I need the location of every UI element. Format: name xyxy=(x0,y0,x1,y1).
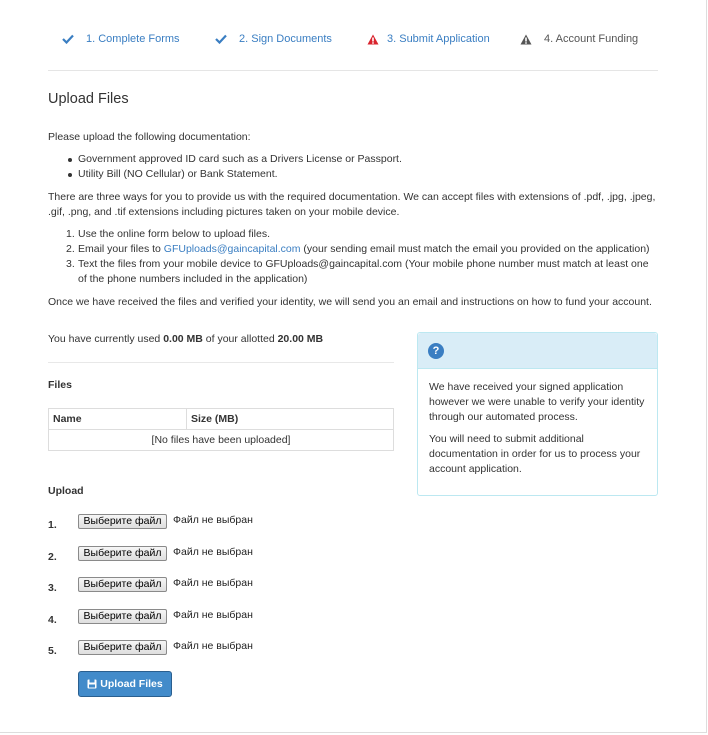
file-status: Файл не выбран xyxy=(173,577,253,589)
list-item: Utility Bill (NO Cellular) or Bank Statement. xyxy=(66,167,402,182)
panel-message: We have received your signed application however we were unable to verify your identity through our automated process. xyxy=(429,381,645,423)
question-icon: ? xyxy=(428,343,444,359)
outro-text: Once we have received the files and verified your identity, we will send you an email and instructions on how to fund your account. xyxy=(48,296,652,308)
divider xyxy=(48,362,394,363)
step-label: 2. Sign Documents xyxy=(239,33,332,45)
page-title: Upload Files xyxy=(48,91,129,107)
upload-heading: Upload xyxy=(48,485,84,497)
info-panel xyxy=(417,332,658,496)
choose-file-button[interactable]: Выберите файл xyxy=(78,577,167,592)
intro-text: Please upload the following documentation: xyxy=(48,131,251,143)
email-link[interactable]: GFUploads@gaincapital.com xyxy=(163,243,301,255)
table-row xyxy=(49,430,394,451)
list-item: 3. Text the files from your mobile device to GFUploads@gaincapital.com (Your mobile phone number must match at least one of the phone numbers included in the application) xyxy=(66,258,649,285)
step-label: 3. Submit Application xyxy=(387,33,490,45)
upload-files-button[interactable]: Upload Files xyxy=(78,671,172,697)
allotted-size: 20.00 MB xyxy=(277,333,324,345)
list-item: 1. Use the online form below to upload files. xyxy=(66,228,271,240)
used-size: 0.00 MB xyxy=(163,333,203,345)
column-header-size: Size (MB) xyxy=(187,409,394,430)
documents-list xyxy=(66,152,402,182)
file-status: Файл не выбран xyxy=(173,546,253,558)
progress-steps xyxy=(48,0,658,71)
ways-list xyxy=(66,227,656,287)
list-item: 2. Email your files to GFUploads@gaincapital.com (your sending email must match the email you provided on the application) xyxy=(66,243,650,255)
list-item: Government approved ID card such as a Drivers License or Passport. xyxy=(66,152,402,167)
choose-file-button[interactable]: Выберите файл xyxy=(78,640,167,655)
empty-files-message: [No files have been uploaded] xyxy=(49,430,394,451)
column-header-name: Name xyxy=(49,409,187,430)
storage-usage: You have currently used 0.00 MB of your allotted 20.00 MB xyxy=(48,333,324,345)
choose-file-button[interactable]: Выберите файл xyxy=(78,546,167,561)
file-status: Файл не выбран xyxy=(173,609,253,621)
file-status: Файл не выбран xyxy=(173,640,253,652)
check-icon xyxy=(215,34,227,44)
panel-message: You will need to submit additional documentation in order for us to process your account application. xyxy=(429,433,641,475)
step-label: 4. Account Funding xyxy=(544,33,639,45)
step-label: 1. Complete Forms xyxy=(86,33,180,45)
files-table xyxy=(48,408,394,451)
file-status: Файл не выбран xyxy=(173,514,253,526)
panel-header xyxy=(418,333,657,369)
files-heading: Files xyxy=(48,379,72,391)
warning-icon xyxy=(367,34,379,45)
warning-icon xyxy=(520,34,532,45)
save-icon xyxy=(87,679,97,689)
ways-intro: There are three ways for you to provide us with the required documentation. We can accept files with extensions of .pdf, .jpg, .jpeg, .gif, .png, and .tif extensions including pictures taken on your mobile device. xyxy=(48,191,656,218)
check-icon xyxy=(62,34,74,44)
choose-file-button[interactable]: Выберите файл xyxy=(78,609,167,624)
choose-file-button[interactable]: Выберите файл xyxy=(78,514,167,529)
